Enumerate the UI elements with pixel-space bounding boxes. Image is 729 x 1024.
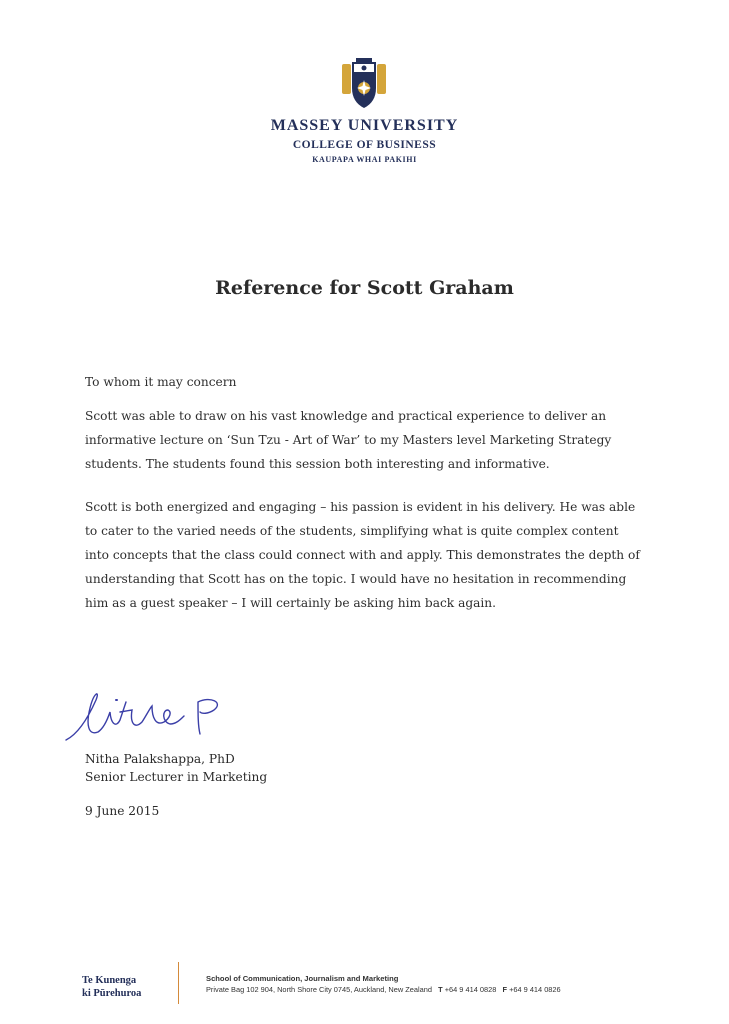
footer-maori-line-2: ki Pūrehuroa <box>82 988 142 999</box>
college-name: COLLEGE OF BUSINESS <box>292 139 437 151</box>
salutation: To whom it may concern <box>85 375 237 389</box>
signatory-name: Nitha Palakshappa, PhD <box>85 752 235 766</box>
letter-title: Reference for Scott Graham <box>215 277 514 299</box>
footer-maori-motto <box>82 974 172 1000</box>
handwritten-signature <box>58 678 228 748</box>
signatory-role: Senior Lecturer in Marketing <box>85 770 268 784</box>
university-name: MASSEY UNIVERSITY <box>270 117 459 134</box>
paragraph-2: Scott is both energized and engaging – his passion is evident in his delivery. He was able to cater to the varied needs of the students, simplifying what is quite complex content into concepts that the class could connect with and apply. This demonstrates the depth of understanding that Scott has on the topic. I would have no hesitation in recommending him as a guest speaker – I will certainly be asking him back again. <box>85 500 640 610</box>
footer-contact <box>206 985 561 994</box>
footer-address: Private Bag 102 904, North Shore City 0745, Auckland, New Zealand <box>206 985 432 994</box>
paragraph-1: Scott was able to draw on his vast knowledge and practical experience to deliver an informative lecture on ‘Sun Tzu - Art of War’ to my Masters level Marketing Strategy students. The students found this session both interesting and informative. <box>85 409 612 471</box>
footer-fax-label: F <box>502 985 507 994</box>
college-maori-name: KAUPAPA WHAI PAKIHI <box>312 155 417 164</box>
letter-date: 9 June 2015 <box>85 804 160 818</box>
footer-phone: +64 9 414 0828 <box>444 985 497 994</box>
university-crest-icon <box>340 58 388 110</box>
footer-phone-label: T <box>438 985 443 994</box>
footer-fax: +64 9 414 0826 <box>509 985 561 994</box>
footer-school-name: School of Communication, Journalism and Marketing <box>206 974 399 983</box>
footer-maori-line-1: Te Kunenga <box>82 975 137 986</box>
footer-divider <box>178 962 179 1004</box>
